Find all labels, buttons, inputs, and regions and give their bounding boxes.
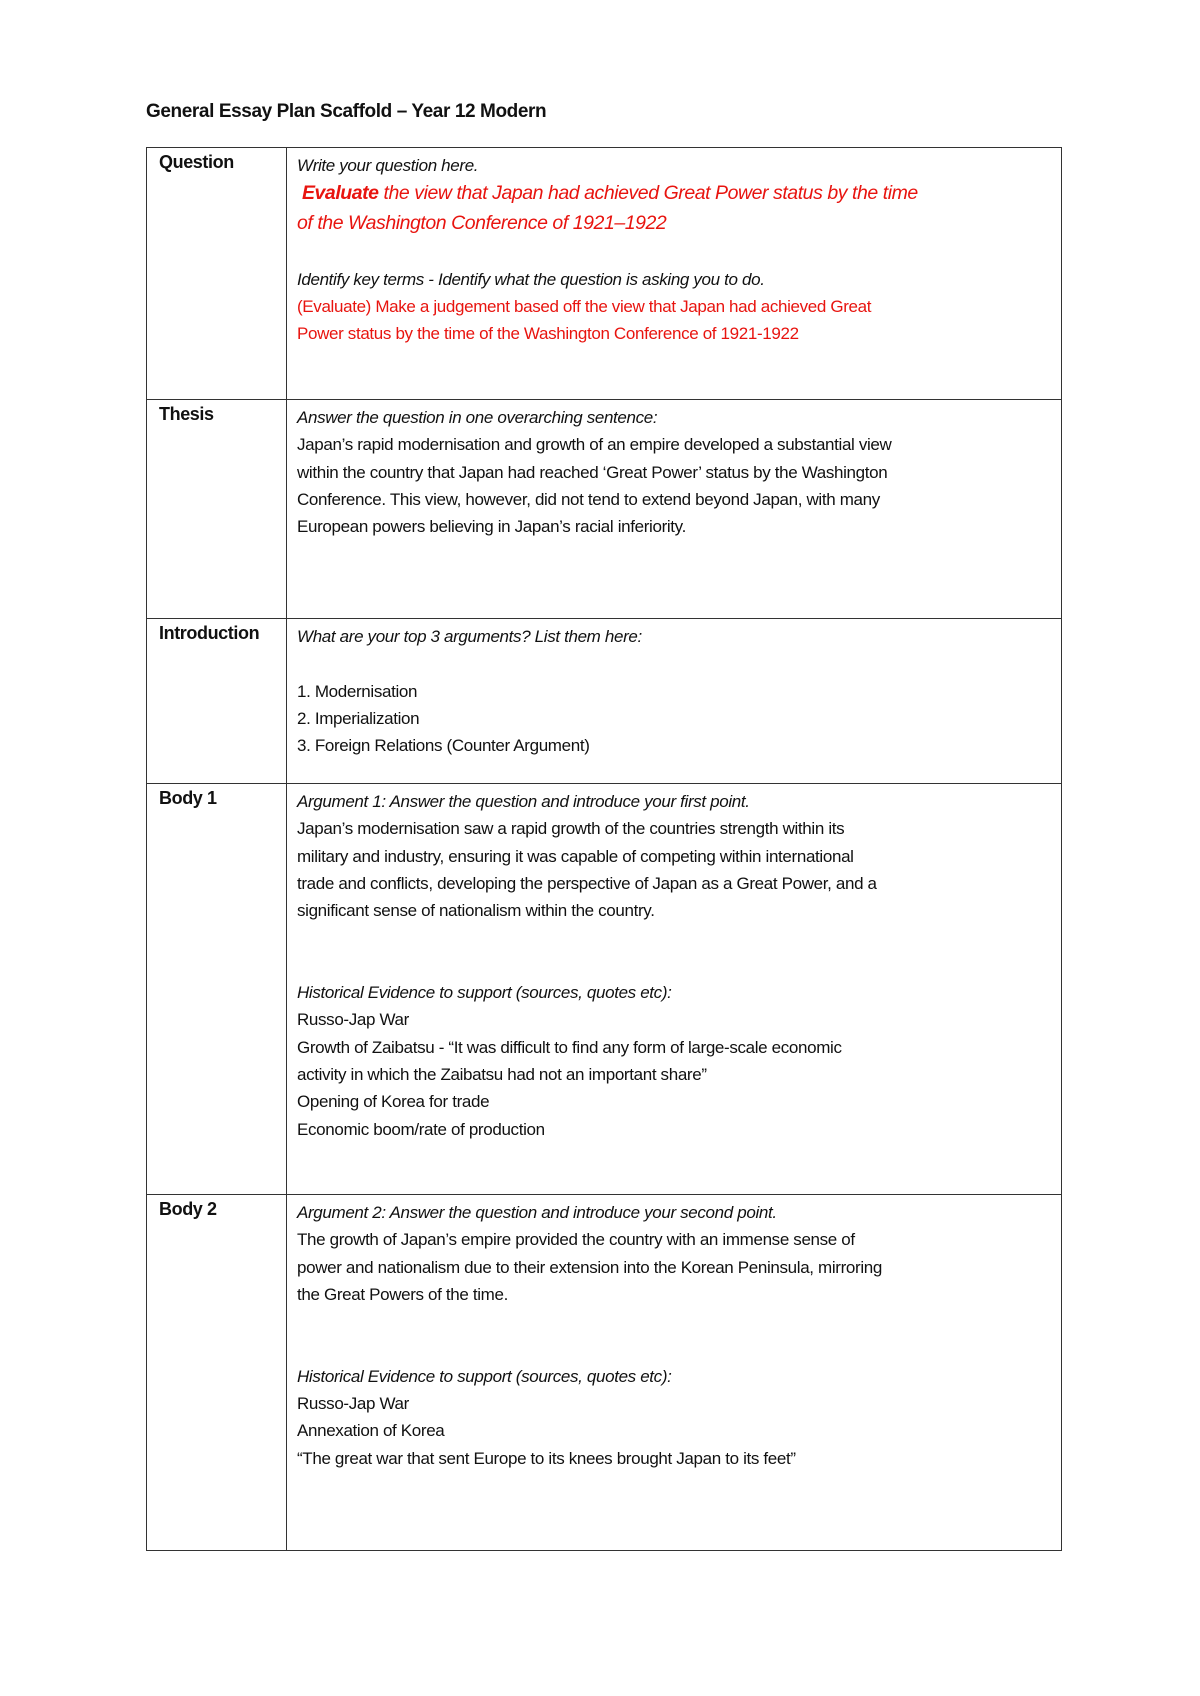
blank-line	[297, 924, 1053, 951]
document-title: General Essay Plan Scaffold – Year 12 Modern	[146, 101, 547, 122]
line-text: Write your question here.	[297, 156, 479, 175]
blank-line	[297, 1308, 1053, 1335]
line-text: significant sense of nationalism within the country.	[297, 901, 655, 921]
table-row-thesis	[147, 400, 1062, 619]
text-line	[297, 1199, 1053, 1226]
text-line	[297, 1363, 1053, 1390]
row-label: Body 1	[147, 784, 287, 1195]
line-text: Argument 2: Answer the question and introduce your second point.	[297, 1203, 777, 1222]
blank-line	[297, 238, 1053, 265]
text-line	[297, 209, 1053, 239]
line-text: Growth of Zaibatsu - “It was difficult to find any form of large-scale economic	[297, 1037, 842, 1057]
text-line	[297, 320, 1053, 347]
row-label: Thesis	[147, 400, 287, 619]
text-line	[297, 1390, 1053, 1417]
text-line	[297, 815, 1053, 842]
line-text: Argument 1: Answer the question and introduce your first point.	[297, 792, 750, 811]
text-line	[297, 897, 1053, 924]
line-text: Annexation of Korea	[297, 1421, 445, 1441]
table-row-body-2	[147, 1195, 1062, 1551]
text-line	[297, 870, 1053, 897]
line-text: Historical Evidence to support (sources, quotes etc):	[297, 983, 672, 1003]
row-content[interactable]	[287, 1195, 1062, 1551]
row-label: Question	[147, 148, 287, 400]
line-text: Economic boom/rate of production	[297, 1119, 545, 1139]
text-line	[297, 1061, 1053, 1088]
text-line	[297, 513, 1053, 540]
text-line	[297, 1226, 1053, 1253]
blank-line	[297, 952, 1053, 979]
text-line	[297, 179, 1053, 209]
table-row-introduction	[147, 619, 1062, 784]
text-line	[297, 1281, 1053, 1308]
line-text: within the country that Japan had reached ‘Great Power’ status by the Washington	[297, 462, 888, 482]
line-text: Power status by the time of the Washington Conference of 1921-1922	[297, 324, 799, 344]
row-content[interactable]	[287, 400, 1062, 619]
line-text: 3. Foreign Relations (Counter Argument)	[297, 736, 590, 756]
text-line	[297, 788, 1053, 815]
blank-line	[297, 650, 1053, 677]
text-line	[297, 486, 1053, 513]
text-line	[297, 678, 1053, 705]
line-text: What are your top 3 arguments? List them here:	[297, 627, 642, 646]
text-line	[297, 431, 1053, 458]
text-line	[297, 293, 1053, 320]
table-row-body-1	[147, 784, 1062, 1195]
row-content[interactable]	[287, 148, 1062, 400]
row-content[interactable]	[287, 619, 1062, 784]
row-label: Body 2	[147, 1195, 287, 1551]
text-line	[297, 1254, 1053, 1281]
line-text: Identify key terms - Identify what the question is asking you to do.	[297, 269, 765, 289]
text-line	[297, 152, 1053, 179]
text-line	[297, 1088, 1053, 1115]
line-text: Japan’s modernisation saw a rapid growth of the countries strength within its	[297, 819, 845, 839]
line-text: Russo-Jap War	[297, 1394, 409, 1414]
row-label: Introduction	[147, 619, 287, 784]
line-text: European powers believing in Japan’s racial inferiority.	[297, 517, 686, 537]
line-text: Answer the question in one overarching sentence:	[297, 408, 658, 427]
line-text: trade and conflicts, developing the perspective of Japan as a Great Power, and a	[297, 873, 877, 893]
text-line	[297, 1006, 1053, 1033]
text-line	[297, 979, 1053, 1006]
line-text: Japan’s rapid modernisation and growth of an empire developed a substantial view	[297, 435, 892, 455]
blank-line	[297, 1335, 1053, 1362]
text-line	[297, 1417, 1053, 1444]
line-text: Conference. This view, however, did not tend to extend beyond Japan, with many	[297, 489, 880, 509]
text-line	[297, 404, 1053, 431]
line-text: of the Washington Conference of 1921–1922	[297, 211, 667, 234]
line-text: activity in which the Zaibatsu had not an important share”	[297, 1064, 707, 1084]
essay-plan-table	[146, 147, 1062, 1551]
text-line	[297, 1116, 1053, 1143]
line-text: power and nationalism due to their extension into the Korean Peninsula, mirroring	[297, 1257, 882, 1277]
line-text: Historical Evidence to support (sources, quotes etc):	[297, 1366, 672, 1386]
text-line	[297, 705, 1053, 732]
emphasis-keyword: Evaluate	[301, 182, 379, 205]
line-text: the view that Japan had achieved Great Power status by the time	[378, 182, 918, 205]
line-text: Opening of Korea for trade	[297, 1092, 490, 1112]
text-line	[297, 623, 1053, 650]
line-text: military and industry, ensuring it was capable of competing within international	[297, 846, 854, 866]
text-line	[297, 843, 1053, 870]
table-row-question	[147, 148, 1062, 400]
line-text: “The great war that sent Europe to its knees brought Japan to its feet”	[297, 1448, 796, 1468]
row-content[interactable]	[287, 784, 1062, 1195]
line-text: the Great Powers of the time.	[297, 1284, 508, 1304]
line-text: 2. Imperialization	[297, 708, 420, 728]
text-line	[297, 1445, 1053, 1472]
text-line	[297, 1034, 1053, 1061]
text-line	[297, 732, 1053, 759]
line-text: The growth of Japan’s empire provided the country with an immense sense of	[297, 1230, 855, 1250]
line-text: Russo-Jap War	[297, 1010, 409, 1030]
line-text: 1. Modernisation	[297, 681, 418, 701]
text-line	[297, 459, 1053, 486]
line-text: (Evaluate) Make a judgement based off the view that Japan had achieved Great	[297, 296, 872, 316]
text-line	[297, 266, 1053, 293]
